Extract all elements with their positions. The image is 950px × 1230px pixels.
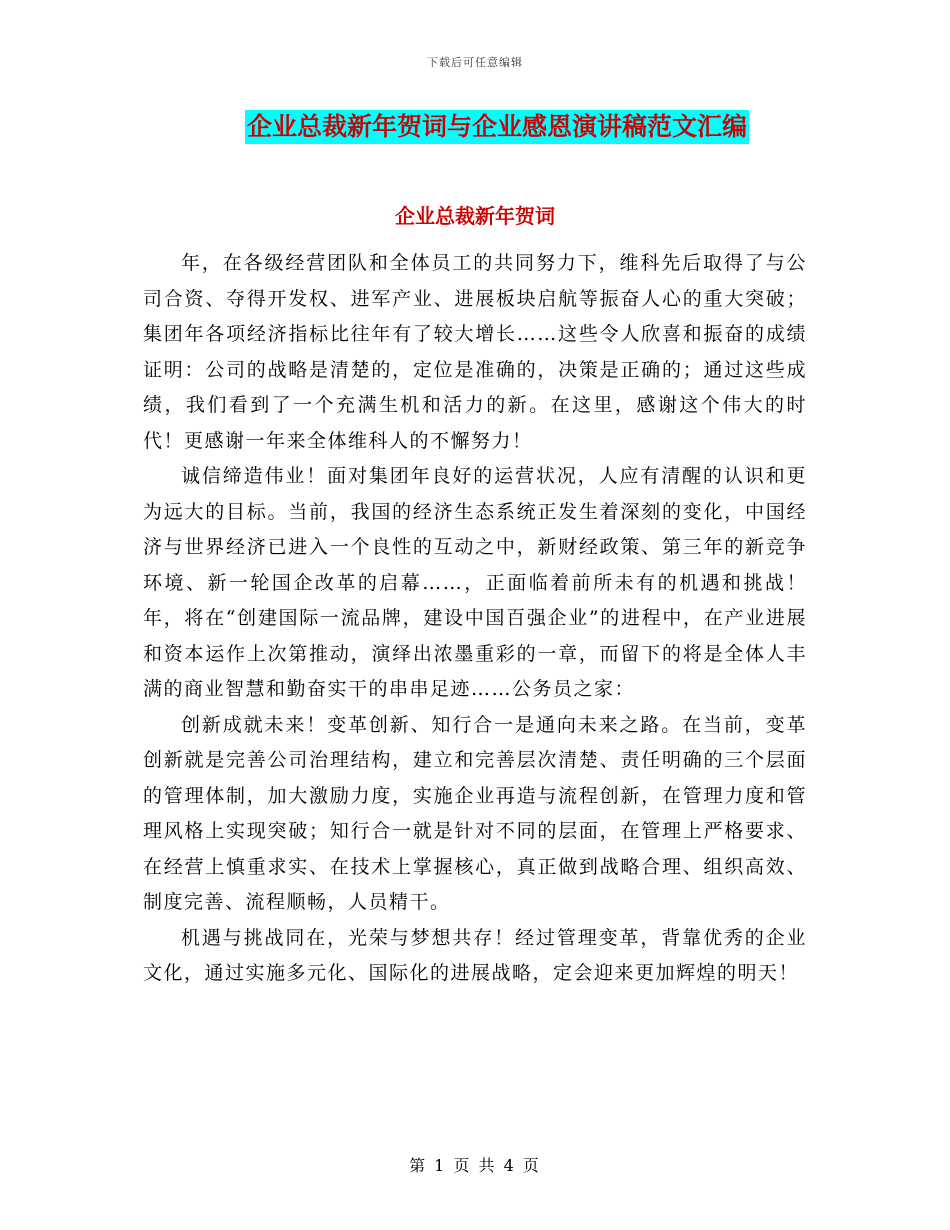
section-title: 企业总裁新年贺词 [395,204,555,228]
document-title: 企业总裁新年贺词与企业感恩演讲稿范文汇编 [245,110,749,144]
paragraph: 诚信缔造伟业！面对集团年良好的运营状况，人应有清醒的认识和更为远大的目标。当前，我国的经济生态系统正发生着深刻的变化，中国经济与世界经济已进入一个良性的互动之中，新财经政策、第三年的新竞争环境、新一轮国企改革的启幕……，正面临着前所未有的机遇和挑战！年，将在“创建国际一流品牌，建设中国百强企业”的进程中，在产业进展和资本运作上次第推动，演绎出浓墨重彩的一章，而留下的将是全体人丰满的商业智慧和勤奋实干的串串足迹……公务员之家： [143,465,807,700]
paragraph: 创新成就未来！变革创新、知行合一是通向未来之路。在当前，变革创新就是完善公司治理结构，建立和完善层次清楚、责任明确的三个层面的管理体制，加大激励力度，实施企业再造与流程创新，在管理力度和管理风格上实现突破；知行合一就是针对不同的层面，在管理上严格要求、在经营上慎重求实、在技术上掌握核心，真正做到战略合理、组织高效、制度完善、流程顺畅，人员精干。 [143,713,807,913]
article-body [143,246,807,992]
page-header-note: 下载后可任意编辑 [427,56,523,69]
main-title-container [0,110,950,144]
page-footer: 第 1 页 共 4 页 [409,1156,541,1175]
paragraph: 机遇与挑战同在，光荣与梦想共存！经过管理变革，背靠优秀的企业文化，通过实施多元化、国际化的进展战略，定会迎来更加辉煌的明天！ [143,926,807,984]
paragraph: 年，在各级经营团队和全体员工的共同努力下，维科先后取得了与公司合资、夺得开发权、进军产业、进展板块启航等振奋人心的重大突破；集团年各项经济指标比往年有了较大增长……这些令人欣喜和振奋的成绩证明：公司的战略是清楚的，定位是准确的，决策是正确的；通过这些成绩，我们看到了一个充满生机和活力的新。在这里，感谢这个伟大的时代！更感谢一年来全体维科人的不懈努力！ [143,252,807,452]
